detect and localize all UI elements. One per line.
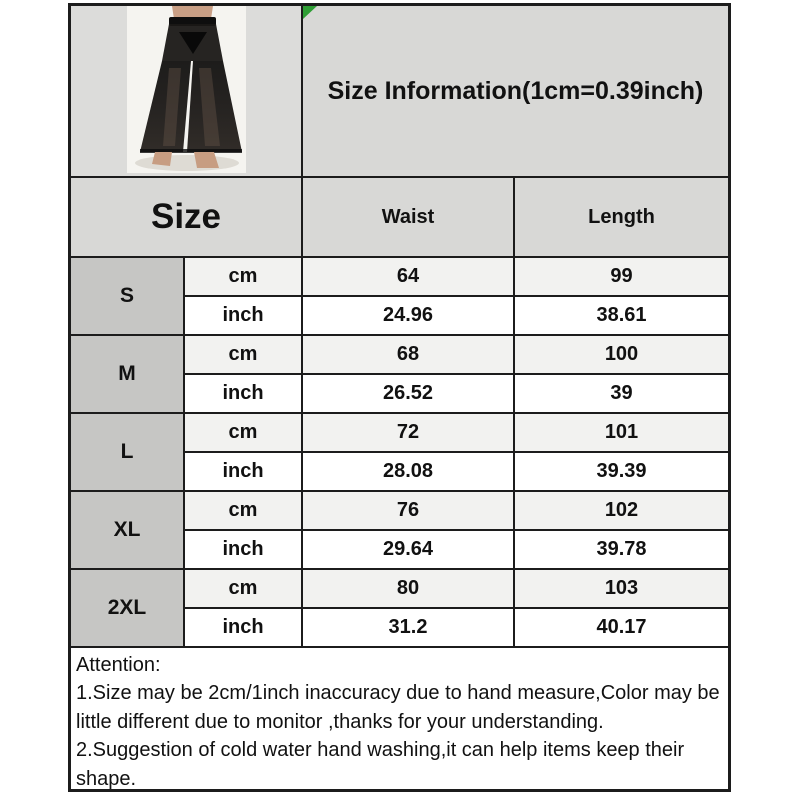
waist-value: 80 [303, 570, 515, 609]
attention-item-2: 2.Suggestion of cold water hand washing,it can help items keep their shape. [76, 739, 685, 789]
size-information-header-cell [303, 6, 728, 178]
attention-item-1: 1.Size may be 2cm/1inch inaccuracy due to hand measure,Color may be little different due to monitor ,thanks for your understanding. [76, 682, 720, 733]
unit-label: cm [185, 336, 303, 375]
size-label-m: M [71, 336, 185, 414]
waist-value: 68 [303, 336, 515, 375]
length-value: 40.17 [515, 609, 728, 648]
unit-label: cm [185, 414, 303, 453]
waist-value: 29.64 [303, 531, 515, 570]
waist-column-header: Waist [303, 178, 515, 258]
size-label-xl: XL [71, 492, 185, 570]
length-value: 100 [515, 336, 728, 375]
unit-label: cm [185, 492, 303, 531]
unit-label: inch [185, 531, 303, 570]
size-label-s: S [71, 258, 185, 336]
length-value: 39.39 [515, 453, 728, 492]
length-column-header: Length [515, 178, 728, 258]
unit-label: cm [185, 570, 303, 609]
unit-label: inch [185, 297, 303, 336]
size-column-header: Size [71, 178, 303, 258]
size-label-l: L [71, 414, 185, 492]
length-value: 39 [515, 375, 728, 414]
unit-label: inch [185, 609, 303, 648]
unit-label: inch [185, 375, 303, 414]
length-value: 38.61 [515, 297, 728, 336]
green-corner-marker-icon [303, 6, 317, 19]
length-value: 39.78 [515, 531, 728, 570]
waist-value: 24.96 [303, 297, 515, 336]
waist-value: 26.52 [303, 375, 515, 414]
length-value: 102 [515, 492, 728, 531]
length-value: 101 [515, 414, 728, 453]
product-image-cell [71, 6, 303, 178]
waist-value: 64 [303, 258, 515, 297]
length-value: 103 [515, 570, 728, 609]
waist-value: 31.2 [303, 609, 515, 648]
size-label-2xl: 2XL [71, 570, 185, 648]
waist-value: 28.08 [303, 453, 515, 492]
unit-label: cm [185, 258, 303, 297]
attention-note [71, 648, 728, 789]
waist-value: 76 [303, 492, 515, 531]
attention-title: Attention: [76, 654, 161, 676]
length-value: 99 [515, 258, 728, 297]
waist-value: 72 [303, 414, 515, 453]
size-chart-table [68, 3, 731, 792]
size-information-title: Size Information(1cm=0.39inch) [327, 76, 704, 105]
product-photo [127, 6, 246, 173]
unit-label: inch [185, 453, 303, 492]
